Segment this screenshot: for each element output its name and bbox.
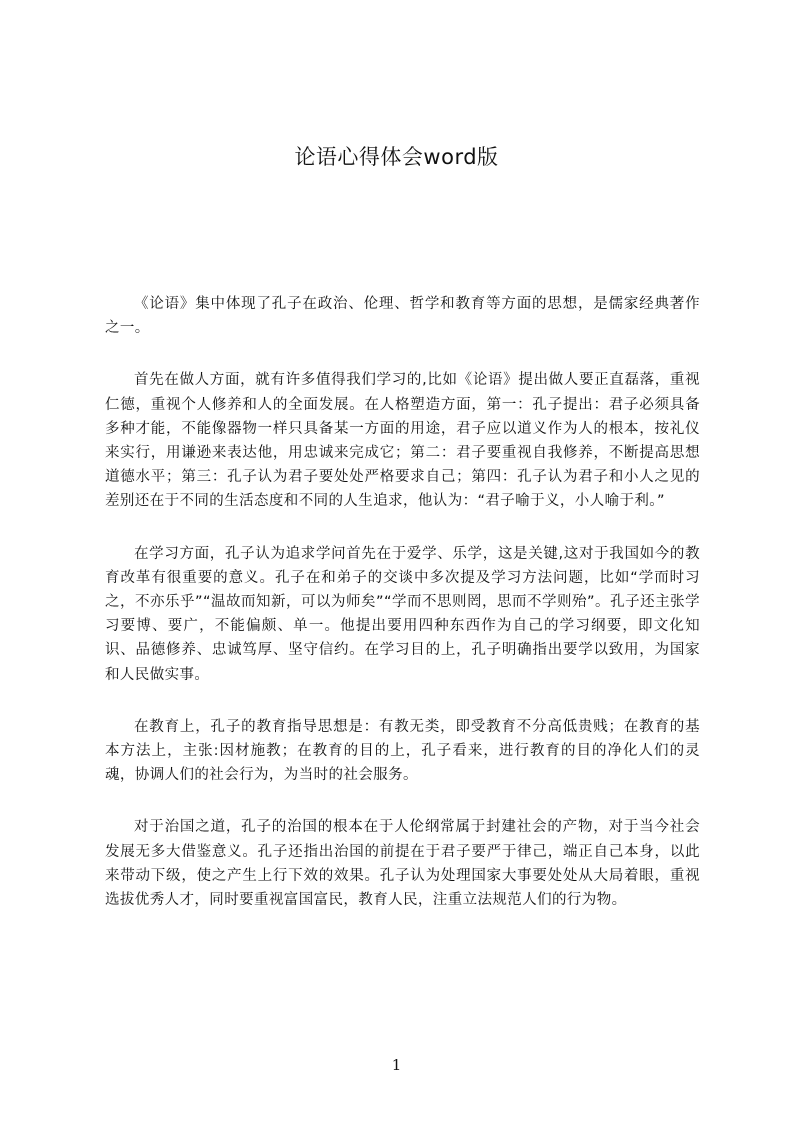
paragraph-intro: 《论语》集中体现了孔子在政治、伦理、哲学和教育等方面的思想，是儒家经典著作之一。 [105, 296, 700, 337]
paragraph-education: 在教育上，孔子的教育指导思想是：有教无类，即受教育不分高低贵贱；在教育的基本方法上，主张:因材施教；在教育的目的上，孔子看来，进行教育的目的净化人们的灵魂，协调人们的社会行为，为当时的社会服务。 [105, 718, 700, 784]
page-number: 1 [391, 1056, 402, 1074]
paragraph-governance: 对于治国之道，孔子的治国的根本在于人伦纲常属于封建社会的产物，对于当今社会发展无多大借鉴意义。孔子还指出治国的前提在于君子要严于律己，端正自己本身，以此来带动下级，使之产生上行下效的效果。孔子认为处理国家大事要处处从大局着眼，重视选拔优秀人才，同时要重视富国富民，教育人民，注重立法规范人们的行为物。 [105, 819, 700, 909]
paragraph-learning: 在学习方面，孔子认为追求学问首先在于爱学、乐学，这是关键,这对于我国如今的教育改革有很重要的意义。孔子在和弟子的交谈中多次提及学习方法问题，比如“学而时习之，不亦乐乎”“温故而知新，可以为师矣”“学而不思则罔，思而不学则殆”。孔子还主张学习要博、要广，不能偏颇、单一。他提出要用四种东西作为自己的学习纲要，即文化知识、品德修养、忠诚笃厚、坚守信约。在学习目的上，孔子明确指出要学以致用，为国家和人民做实事。 [105, 545, 700, 683]
document-body [105, 292, 700, 940]
paragraph-conduct: 首先在做人方面，就有许多值得我们学习的,比如《论语》提出做人要正直磊落，重视仁德，重视个人修养和人的全面发展。在人格塑造方面，第一：孔子提出：君子必须具备多种才能，不能像器物一样只具备某一方面的用途，君子应以道义作为人的根本，按礼仪来实行，用谦逊来表达他，用忠诚来完成它；第二：君子要重视自我修养，不断提高思想道德水平；第三：孔子认为君子要处处严格要求自己；第四：孔子认为君子和小人之见的差别还在于不同的生活态度和不同的人生追求，他认为：“君子喻于义，小人喻于利。” [105, 372, 700, 510]
document-title: 论语心得体会word版 [294, 145, 499, 169]
